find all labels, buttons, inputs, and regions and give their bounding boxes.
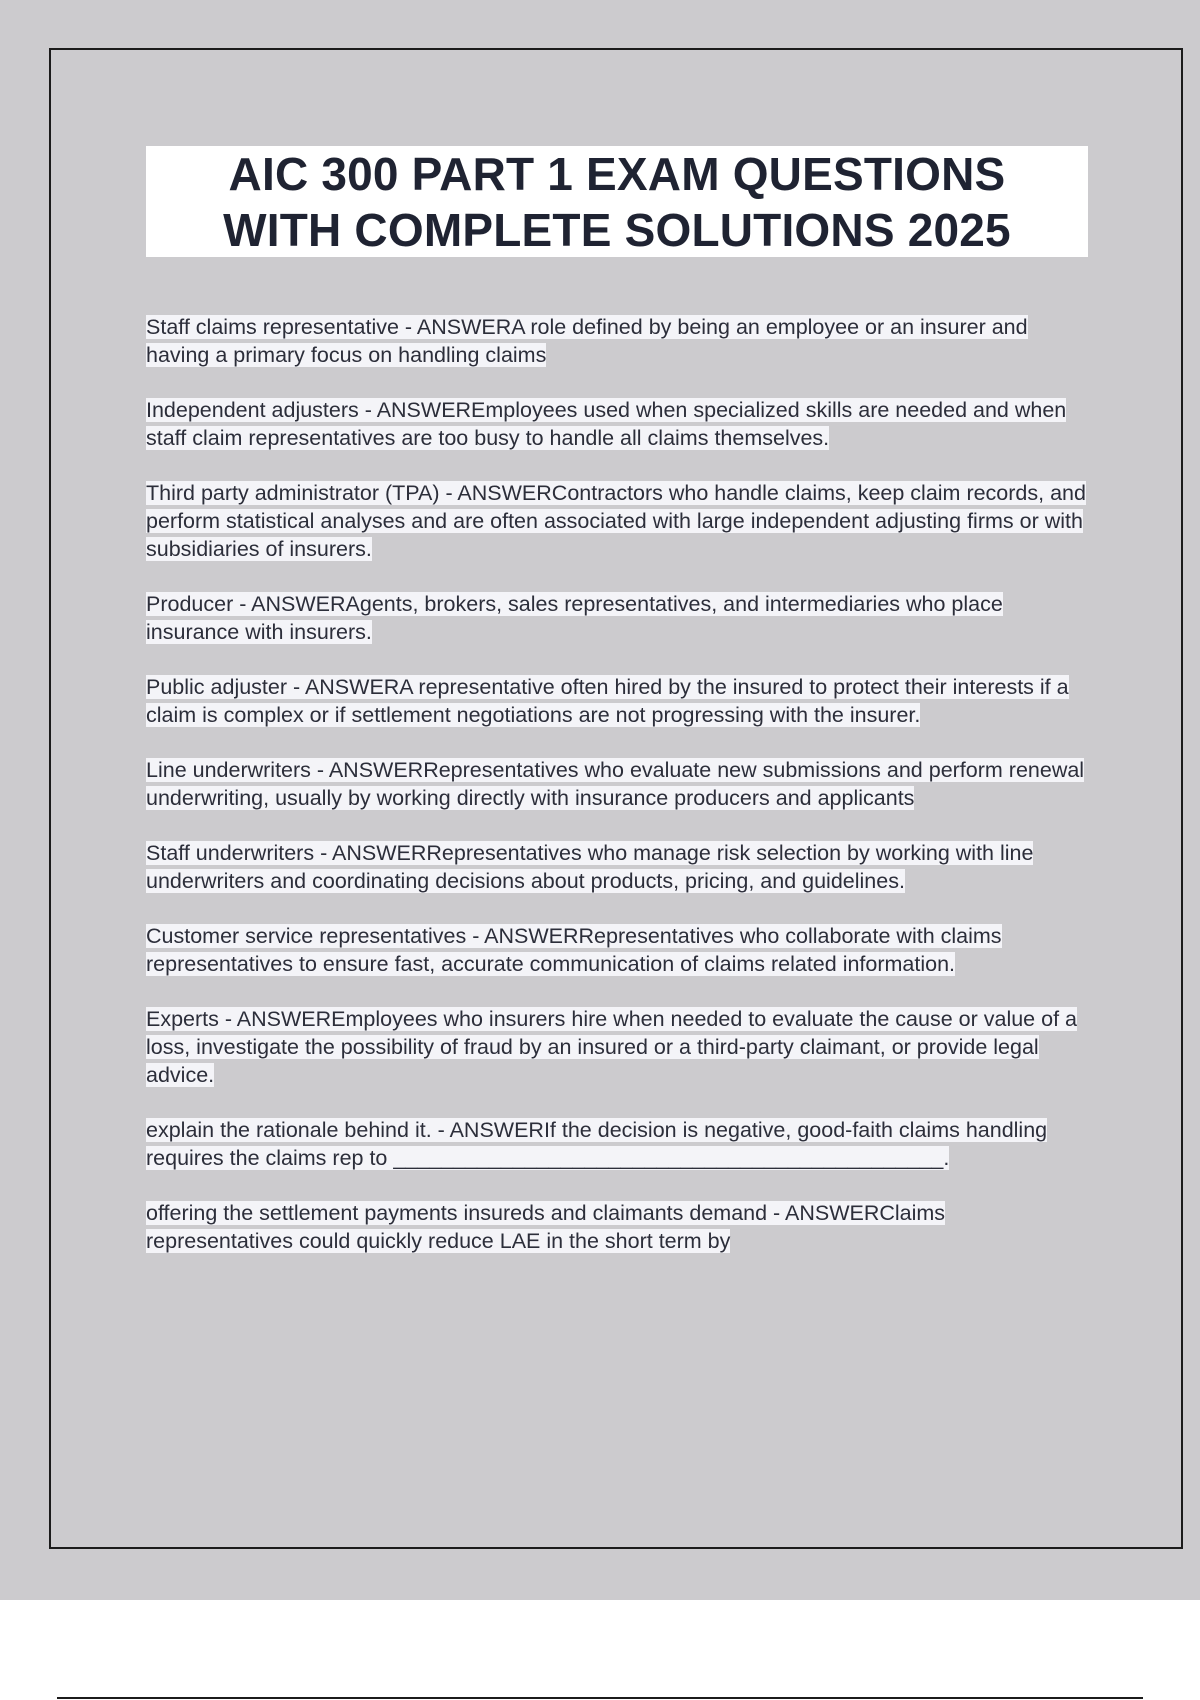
qa-item bbox=[146, 839, 1086, 895]
qa-item bbox=[146, 1116, 1086, 1172]
qa-text: Producer - ANSWERAgents, brokers, sales representatives, and intermediaries who place insurance with insurers. bbox=[146, 592, 1003, 644]
qa-text: Experts - ANSWEREmployees who insurers hire when needed to evaluate the cause or value of a loss, investigate the possibility of fraud by an insured or a third-party claimant, or provide legal advice. bbox=[146, 1007, 1077, 1087]
qa-text: explain the rationale behind it. - ANSWERIf the decision is negative, good-faith claims handling requires the claims rep to ______________________________________________. bbox=[146, 1118, 1048, 1170]
qa-text: Public adjuster - ANSWERA representative often hired by the insured to protect their interests if a claim is complex or if settlement negotiations are not progressing with the insurer. bbox=[146, 675, 1069, 727]
next-page-top-border bbox=[57, 1697, 1143, 1699]
qa-text: Line underwriters - ANSWERRepresentatives who evaluate new submissions and perform renewal underwriting, usually by working directly with insurance producers and applicants bbox=[146, 758, 1085, 810]
title-line-1: AIC 300 PART 1 EXAM QUESTIONS bbox=[228, 147, 1006, 200]
qa-item bbox=[146, 396, 1086, 452]
qa-text: Customer service representatives - ANSWERRepresentatives who collaborate with claims representatives to ensure fast, accurate communication of claims related information. bbox=[146, 924, 1002, 976]
qa-item bbox=[146, 313, 1086, 369]
qa-text: Third party administrator (TPA) - ANSWERContractors who handle claims, keep claim records, and perform statistical analyses and are often associated with large independent adjusting firms or with subsidiaries of insurers. bbox=[146, 481, 1086, 561]
qa-text: Staff claims representative - ANSWERA role defined by being an employee or an insurer and having a primary focus on handling claims bbox=[146, 315, 1028, 367]
qa-item bbox=[146, 1005, 1086, 1089]
qa-list bbox=[146, 313, 1086, 1282]
qa-text: offering the settlement payments insureds and claimants demand - ANSWERClaims representatives could quickly reduce LAE in the short term by bbox=[146, 1201, 946, 1253]
qa-item bbox=[146, 922, 1086, 978]
qa-item bbox=[146, 673, 1086, 729]
qa-text: Independent adjusters - ANSWEREmployees used when specialized skills are needed and when staff claim representatives are too busy to handle all claims themselves. bbox=[146, 398, 1067, 450]
qa-item bbox=[146, 1199, 1086, 1255]
qa-text: Staff underwriters - ANSWERRepresentatives who manage risk selection by working with line underwriters and coordinating decisions about products, pricing, and guidelines. bbox=[146, 841, 1034, 893]
title-line-2: WITH COMPLETE SOLUTIONS 2025 bbox=[223, 203, 1011, 256]
qa-item bbox=[146, 756, 1086, 812]
qa-item bbox=[146, 590, 1086, 646]
document-title bbox=[146, 146, 1088, 257]
qa-item bbox=[146, 479, 1086, 563]
